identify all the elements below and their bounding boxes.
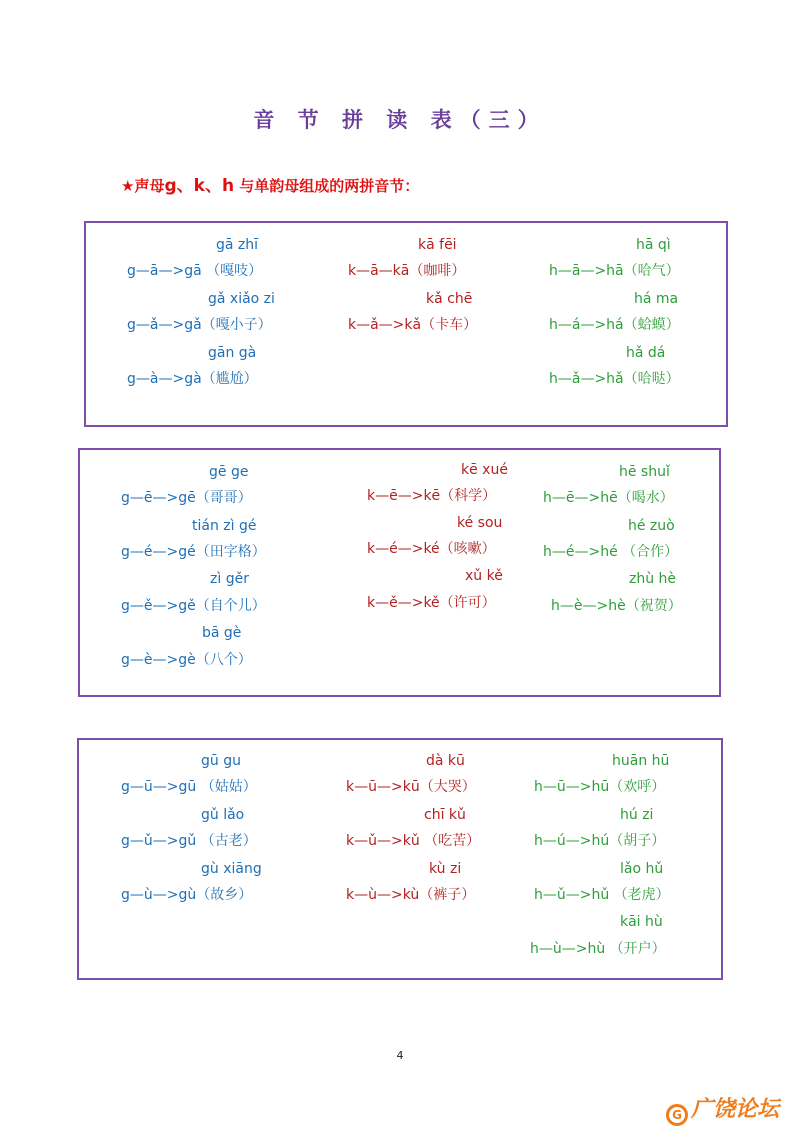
pinyin-line: hú zi [620, 807, 654, 823]
subtitle-prefix: 声母 [134, 177, 165, 195]
spelling-line: k—ě—>kě（许可） [367, 595, 496, 611]
spelling-line: k—ē—>kē（科学） [367, 488, 497, 504]
pinyin-line: hā qì [636, 237, 671, 253]
pinyin-line: kāi hù [620, 914, 663, 930]
spelling-line: g—ū—>gū （姑姑） [121, 779, 257, 795]
page-number: 4 [396, 1049, 404, 1062]
site-logo [666, 1092, 779, 1126]
pinyin-line: zhù hè [629, 571, 677, 587]
pinyin-line: chī kǔ [424, 807, 466, 823]
pinyin-line: lǎo hǔ [620, 861, 664, 877]
spelling-line: g—è—>gè（八个） [121, 652, 252, 668]
spelling-line: g—ǎ—>gǎ（嘎小子） [127, 317, 272, 333]
spelling-line: g—à—>gà（尴尬） [127, 371, 258, 387]
pinyin-line: kē xué [461, 462, 508, 478]
pinyin-line: gǔ lǎo [201, 807, 245, 823]
spelling-line: g—ē—>gē（哥哥） [121, 490, 252, 506]
pinyin-line: dà kū [426, 753, 465, 769]
spelling-line: h—ú—>hú（胡子） [534, 833, 666, 849]
spelling-line: h—ǎ—>hǎ（哈哒） [549, 371, 680, 387]
subtitle-suffix: 与单韵母组成的两拼音节： [234, 177, 420, 195]
spelling-line: k—ù—>kù（裤子） [346, 887, 476, 903]
pinyin-line: tián zì gé [192, 518, 257, 534]
pinyin-line: hē shuǐ [619, 464, 670, 480]
logo-mark-icon: G [666, 1104, 688, 1126]
spelling-line: g—ù—>gù（故乡） [121, 887, 253, 903]
pinyin-line: há ma [634, 291, 679, 307]
spelling-line: h—ā—>hā（哈气） [549, 263, 680, 279]
spelling-line: h—é—>hé （合作） [543, 544, 679, 560]
spelling-line: h—á—>há（蛤蟆） [549, 317, 680, 333]
spelling-line: k—ǔ—>kǔ （吃苦） [346, 833, 481, 849]
spelling-line: h—ū—>hū（欢呼） [534, 779, 666, 795]
section-subtitle [121, 171, 419, 196]
pinyin-line: gū gu [201, 753, 241, 769]
pinyin-line: zì gěr [210, 571, 249, 587]
spelling-line: h—è—>hè（祝贺） [551, 598, 682, 614]
pinyin-line: gǎ xiǎo zi [208, 291, 275, 307]
subtitle-letters: g、k、h [164, 176, 235, 196]
pinyin-line: gù xiāng [201, 861, 262, 877]
pinyin-line: gē ge [209, 464, 249, 480]
spelling-line: h—ù—>hù （开户） [530, 941, 666, 957]
pinyin-line: gā zhī [216, 237, 259, 253]
pinyin-line: xǔ kě [465, 568, 503, 584]
spelling-line: g—ǔ—>gǔ （古老） [121, 833, 257, 849]
spelling-line: k—ǎ—>kǎ（卡车） [348, 317, 478, 333]
spelling-line: k—é—>ké（咳嗽） [367, 541, 496, 557]
spelling-line: k—ā—kā（咖啡） [348, 263, 466, 279]
pinyin-line: gān gà [208, 345, 257, 361]
pinyin-line: hé zuò [628, 518, 675, 534]
spelling-line: h—ǔ—>hǔ （老虎） [534, 887, 670, 903]
pinyin-line: ké sou [457, 515, 503, 531]
page-title: 音 节 拼 读 表（三） [253, 107, 547, 132]
spelling-line: k—ū—>kū（大哭） [346, 779, 476, 795]
spelling-line: g—ā—>gā （嘎吱） [127, 263, 263, 279]
spelling-line: g—ě—>gě（自个儿） [121, 598, 266, 614]
pinyin-line: kù zi [429, 861, 462, 877]
pinyin-line: hǎ dá [626, 345, 666, 361]
star-icon: ★ [121, 177, 135, 195]
logo-text: 广饶论坛 [691, 1097, 780, 1122]
pinyin-line: huān hū [612, 753, 670, 769]
spelling-line: g—é—>gé（田字格） [121, 544, 266, 560]
pinyin-line: kā fēi [418, 237, 457, 253]
pinyin-line: kǎ chē [426, 291, 473, 307]
pinyin-line: bā gè [202, 625, 242, 641]
spelling-line: h—ē—>hē（喝水） [543, 490, 674, 506]
